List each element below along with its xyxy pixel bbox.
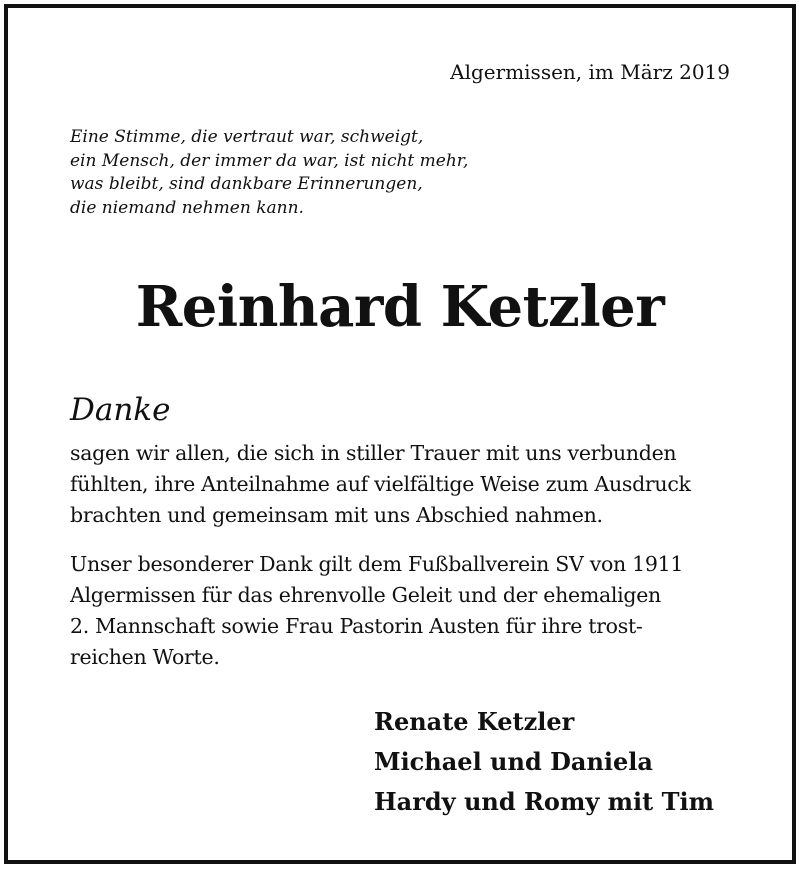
- signature-line: Renate Ketzler: [374, 707, 575, 736]
- poem-line: was bleibt, sind dankbare Erinnerungen,: [70, 174, 423, 194]
- signature-line: Hardy und Romy mit Tim: [374, 787, 714, 816]
- poem-line: Eine Stimme, die vertraut war, schweigt,: [70, 127, 424, 147]
- signature-line: Michael und Daniela: [374, 747, 653, 776]
- signatures: [374, 702, 714, 822]
- thanks-paragraph: [70, 438, 730, 531]
- paragraph-line: Unser besonderer Dank gilt dem Fußballverein SV von 1911: [70, 552, 684, 576]
- paragraph-line: Algermissen für das ehrenvolle Geleit und der ehemaligen: [70, 583, 661, 607]
- deceased-name: Reinhard Ketzler: [135, 274, 665, 340]
- poem: [70, 126, 468, 220]
- poem-line: die niemand nehmen kann.: [70, 197, 304, 218]
- danke-heading: Danke: [70, 392, 171, 428]
- paragraph-line: fühlten, ihre Anteilnahme auf vielfältige Weise zum Ausdruck: [70, 472, 691, 496]
- date-line: Algermissen, im März 2019: [450, 60, 730, 84]
- special-thanks-paragraph: [70, 549, 730, 673]
- paragraph-line: 2. Mannschaft sowie Frau Pastorin Austen für ihre trost-: [70, 614, 643, 638]
- paragraph-line: brachten und gemeinsam mit uns Abschied nahmen.: [70, 503, 603, 527]
- paragraph-line: sagen wir allen, die sich in stiller Trauer mit uns verbunden: [70, 441, 677, 465]
- poem-line: ein Mensch, der immer da war, ist nicht mehr,: [70, 150, 469, 171]
- paragraph-line: reichen Worte.: [70, 645, 220, 669]
